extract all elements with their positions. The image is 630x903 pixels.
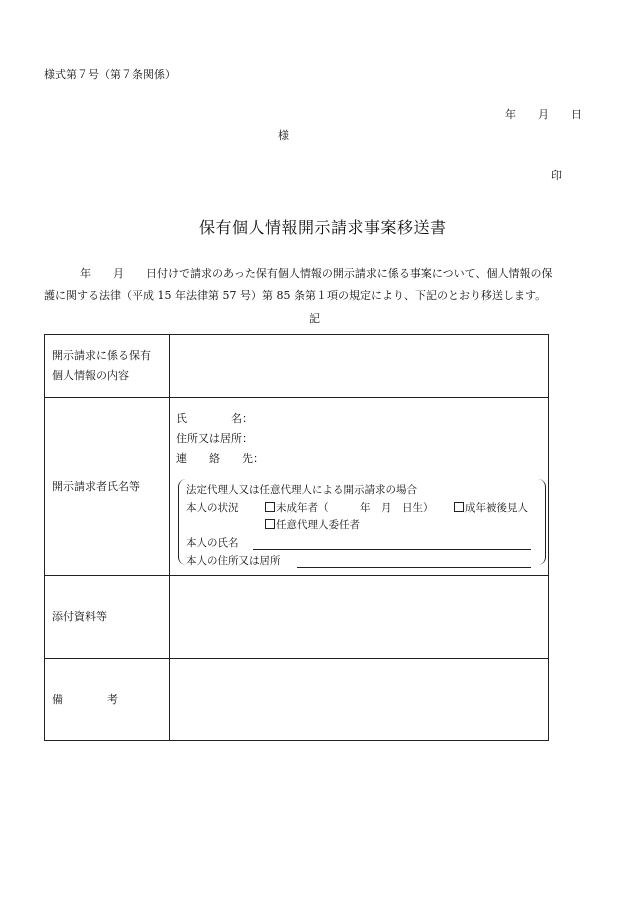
value-remarks (170, 659, 549, 741)
option-minor: 未成年者（ 年 月 日生） (265, 500, 434, 515)
principal-name-label: 本人の氏名 (186, 537, 239, 549)
checkbox-delegate[interactable] (265, 519, 275, 529)
transfer-table (44, 334, 549, 741)
document-title: 保有個人情報開示請求事案移送書 (199, 218, 447, 237)
label-attachments: 添付資料等 (45, 576, 170, 659)
row-attachments (45, 576, 549, 659)
body-line-2: 護に関する法律（平成 15 年法律第 57 号）第 85 条第１項の規定により、下記のとおり移送します。 (44, 289, 547, 302)
row-remarks (45, 659, 549, 741)
label-requested-info: 開示請求に係る保有 個人情報の内容 (45, 335, 170, 398)
proxy-heading: 法定代理人又は任意代理人による開示請求の場合 (186, 484, 417, 496)
requester-contact-label: 連 絡 先： (176, 452, 264, 465)
value-requested-info (170, 335, 549, 398)
addressee-suffix: 様 (278, 129, 289, 142)
row-requested-info (45, 335, 549, 398)
label-requester: 開示請求者氏名等 (45, 398, 170, 576)
ki-mark: 記 (309, 312, 320, 325)
value-attachments (170, 576, 549, 659)
seal-mark: 印 (551, 169, 562, 182)
date-line: 年 月 日 (505, 108, 582, 121)
principal-address-label: 本人の住所又は居所 (186, 555, 281, 567)
body-line-1: 年 月 日付けで請求のあった保有個人情報の開示請求に係る事案について、個人情報の保 (80, 267, 553, 280)
row-requester (45, 398, 549, 576)
principal-address-line[interactable] (297, 567, 531, 568)
checkbox-minor[interactable] (265, 502, 275, 512)
option-ward: 成年被後見人 (454, 500, 528, 515)
requester-name-label: 氏 名： (176, 412, 253, 425)
form-number: 様式第７号（第７条関係） (44, 68, 176, 81)
checkbox-ward[interactable] (454, 502, 464, 512)
label-remarks: 備 考 (45, 659, 170, 741)
proxy-status-label: 本人の状況 (186, 502, 239, 514)
requester-address-label: 住所又は居所： (176, 432, 253, 445)
value-requester (170, 398, 549, 576)
principal-name-line[interactable] (253, 549, 531, 550)
option-delegate: 任意代理人委任者 (265, 517, 360, 532)
